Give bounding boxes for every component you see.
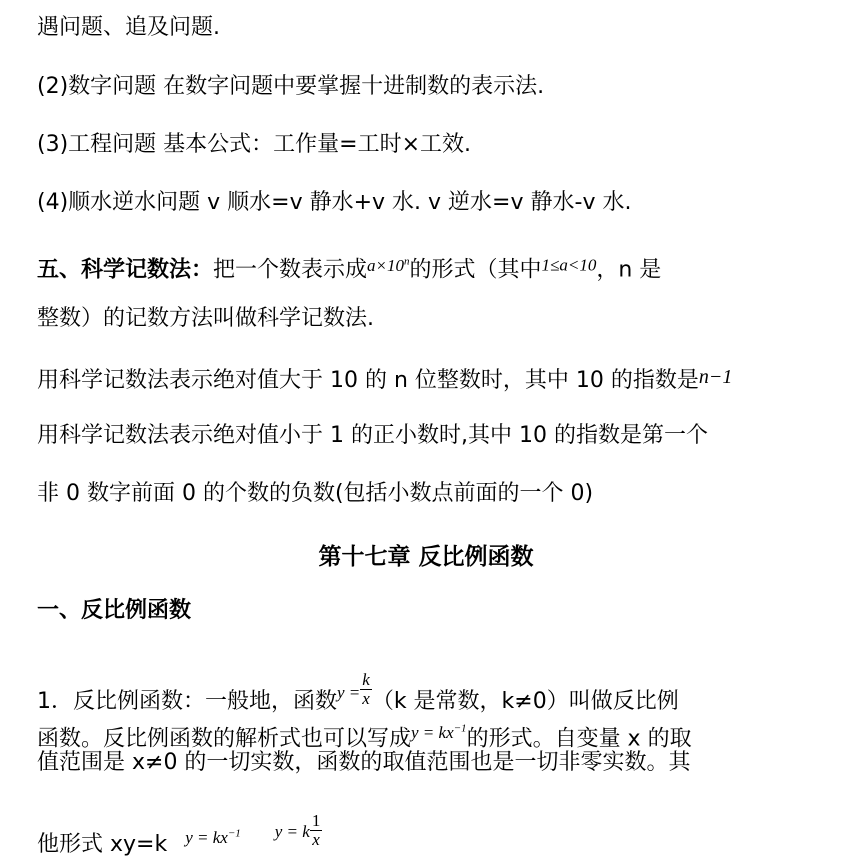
text: ，n 是 xyxy=(596,257,662,283)
text-line-2: (2)数字问题 在数字问题中要掌握十进制数的表示法. xyxy=(37,74,545,99)
formula-base: a×10 xyxy=(367,255,405,275)
formula-exponent: −1 xyxy=(227,827,241,840)
fraction xyxy=(310,812,323,849)
formula xyxy=(367,256,409,275)
text-line-1: 遇问题、追及问题. xyxy=(37,15,220,40)
formula-exponent: n xyxy=(404,255,410,267)
text: （k 是常数，k≠0）叫做反比例 xyxy=(371,689,679,714)
fraction-denominator: x xyxy=(362,689,370,708)
text-line-8: 用科学记数法表示绝对值小于 1 的正小数时,其中 10 的指数是第一个 xyxy=(37,423,708,448)
formula xyxy=(185,828,241,847)
text-line-4: (4)顺水逆水问题 v 顺水=v 静水+v 水. v 逆水=v 静水-v 水. xyxy=(37,190,632,215)
chapter-title: 第十七章 反比例函数 xyxy=(318,544,534,570)
text: 把一个数表示成 xyxy=(213,257,368,283)
formula: 1≤a<10 xyxy=(541,255,597,275)
formula-base: y = kx xyxy=(411,722,454,742)
text-line-5 xyxy=(37,246,661,286)
text: 的形式（其中 xyxy=(409,257,542,283)
text-line-7 xyxy=(37,362,732,396)
text-line-9: 非 0 数字前面 0 的个数的负数(包括小数点前面的一个 0) xyxy=(37,481,594,506)
formula: n−1 xyxy=(698,366,733,388)
text-line-10 xyxy=(37,671,679,717)
fraction-numerator: 1 xyxy=(311,811,321,830)
fraction xyxy=(360,671,372,708)
formula-base: y = kx xyxy=(185,828,228,847)
text: 他形式 xy=k xyxy=(37,832,168,857)
text: 的形式。自变量 x 的取 xyxy=(466,726,692,752)
text: 用科学记数法表示绝对值大于 10 的 n 位整数时，其中 10 的指数是 xyxy=(37,368,699,393)
text: 1．反比例函数：一般地，函数 xyxy=(37,689,337,714)
text: 函数。反比例函数的解析式也可以写成 xyxy=(37,726,412,752)
text-line-3: (3)工程问题 基本公式：工作量=工时×工效. xyxy=(37,132,472,157)
formula xyxy=(411,723,467,742)
section-heading-scientific-notation: 五、科学记数法： xyxy=(37,257,214,283)
formula-exponent: −1 xyxy=(453,722,467,734)
formula-lhs: y = xyxy=(337,683,361,702)
fraction-denominator: x xyxy=(312,830,320,849)
text-line-12: 值范围是 x≠0 的一切实数，函数的取值范围也是一切非零实数。其 xyxy=(37,750,691,775)
formula-lhs: y = k xyxy=(274,822,310,841)
section-heading-inverse-proportion: 一、反比例函数 xyxy=(37,598,192,623)
fraction-numerator: k xyxy=(362,670,370,689)
text-line-6: 整数）的记数方法叫做科学记数法. xyxy=(37,306,374,331)
text-line-13 xyxy=(37,812,322,860)
